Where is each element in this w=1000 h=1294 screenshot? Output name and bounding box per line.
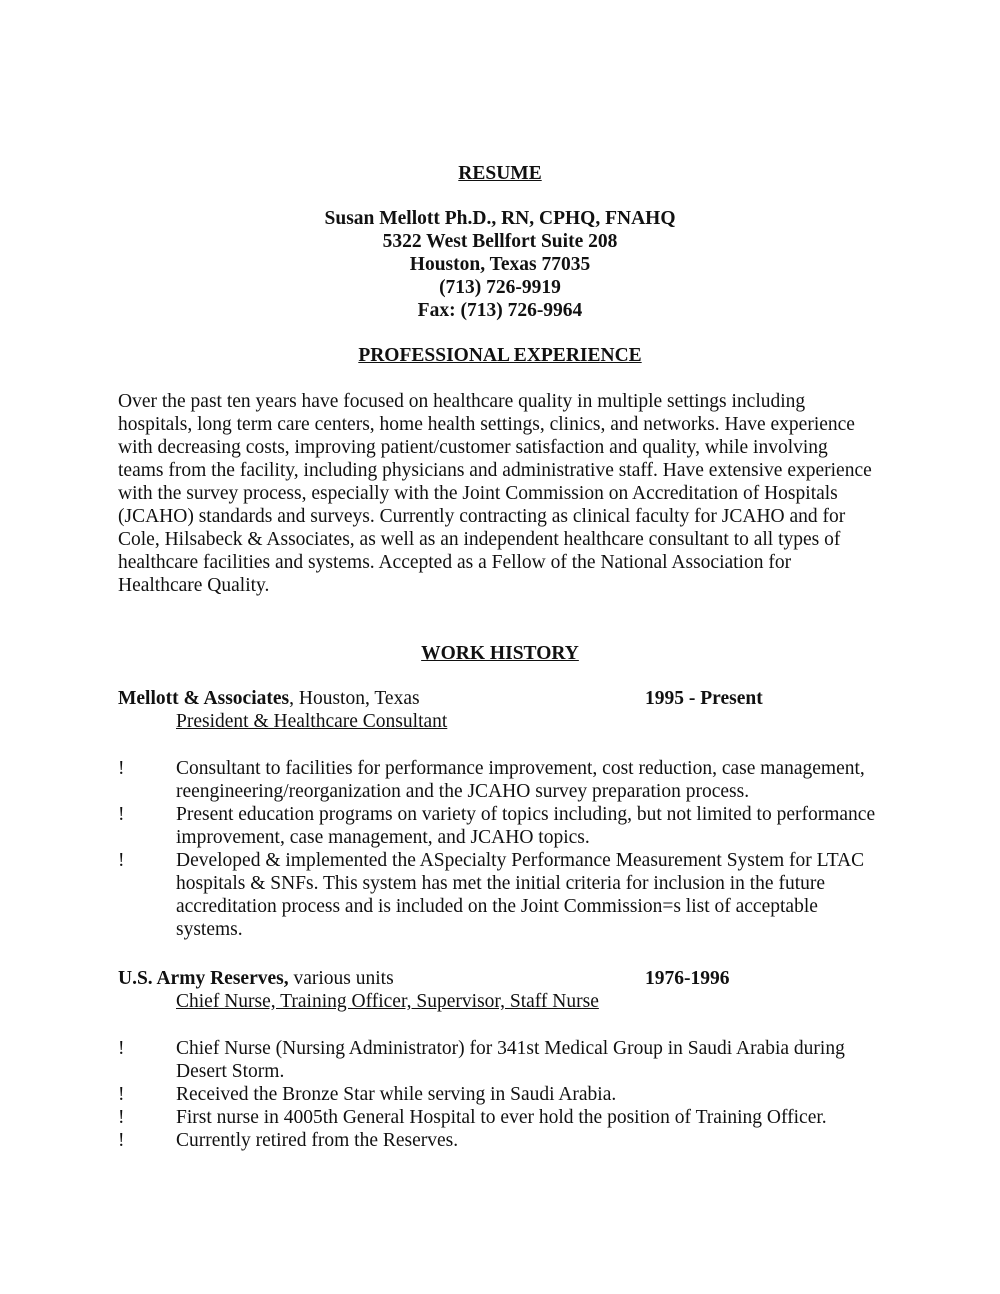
bullet-line: accreditation process and is included on the Joint Commission=s list of acceptable <box>176 896 818 917</box>
job-header <box>118 967 394 990</box>
experience-paragraph <box>118 390 872 597</box>
employer: Mellott & Associates <box>118 688 290 709</box>
bullet-line: reengineering/reorganization and the JCAHO survey preparation process. <box>176 781 750 802</box>
location: , Houston, Texas <box>289 688 420 709</box>
bullet-line: improvement, case management, and JCAHO topics. <box>176 827 590 848</box>
job-header <box>118 687 420 710</box>
bullet-item <box>176 1083 616 1106</box>
bullet-item <box>176 803 875 849</box>
paragraph-line: healthcare facilities and systems. Accepted as a Fellow of the National Association for <box>118 552 792 573</box>
paragraph-line: teams from the facility, including physicians and administrative staff. Have extensive experience <box>118 460 872 481</box>
contact-block <box>0 207 1000 322</box>
job-bullets <box>0 1037 1000 1157</box>
contact-fax: Fax: (713) 726-9964 <box>417 300 583 321</box>
bullet-line: Received the Bronze Star while serving in Saudi Arabia. <box>176 1084 617 1105</box>
job-position: Chief Nurse, Training Officer, Supervisor, Staff Nurse <box>176 991 599 1012</box>
bullet-item <box>176 757 865 803</box>
job-position: President & Healthcare Consultant <box>176 711 448 732</box>
bullet-icon: ! <box>118 1038 125 1059</box>
bullet-line: Desert Storm. <box>176 1061 285 1082</box>
bullet-item <box>176 1037 845 1083</box>
bullet-line: Consultant to facilities for performance improvement, cost reduction, case management, <box>176 758 865 779</box>
contact-address: 5322 West Bellfort Suite 208 <box>382 231 618 252</box>
employer: U.S. Army Reserves, <box>118 968 289 989</box>
bullet-item <box>176 1129 458 1152</box>
resume-title: RESUME <box>458 163 542 184</box>
bullet-icon: ! <box>118 1130 125 1151</box>
paragraph-line: Over the past ten years have focused on healthcare quality in multiple settings including <box>118 391 806 412</box>
bullet-item <box>176 849 864 941</box>
job-dates: 1995 - Present <box>645 688 763 709</box>
paragraph-line: Healthcare Quality. <box>118 575 270 596</box>
bullet-icon: ! <box>118 758 125 779</box>
paragraph-line: with decreasing costs, improving patient/customer satisfaction and quality, while involving <box>118 437 828 458</box>
bullet-icon: ! <box>118 1084 125 1105</box>
bullet-line: Present education programs on variety of topics including, but not limited to performance <box>176 804 876 825</box>
paragraph-line: hospitals, long term care centers, home health settings, clinics, and networks. Have experience <box>118 414 855 435</box>
bullet-line: Developed & implemented the ASpecialty Performance Measurement System for LTAC <box>176 850 865 871</box>
paragraph-line: (JCAHO) standards and surveys. Currently contracting as clinical faculty for JCAHO and for <box>118 506 846 527</box>
job-dates: 1976-1996 <box>645 968 730 989</box>
work-history-heading: WORK HISTORY <box>421 643 579 664</box>
bullet-icon: ! <box>118 850 125 871</box>
bullet-item <box>176 1106 827 1129</box>
bullet-line: systems. <box>176 919 243 940</box>
bullet-line: Currently retired from the Reserves. <box>176 1130 459 1151</box>
bullet-line: First nurse in 4005th General Hospital to ever hold the position of Training Officer. <box>176 1107 827 1128</box>
bullet-line: hospitals & SNFs. This system has met the initial criteria for inclusion in the future <box>176 873 826 894</box>
job-bullets <box>0 757 1000 941</box>
contact-city: Houston, Texas 77035 <box>409 254 591 275</box>
bullet-line: Chief Nurse (Nursing Administrator) for 341st Medical Group in Saudi Arabia during <box>176 1038 845 1059</box>
experience-heading: PROFESSIONAL EXPERIENCE <box>358 345 642 366</box>
bullet-icon: ! <box>118 804 125 825</box>
bullet-icon: ! <box>118 1107 125 1128</box>
contact-phone: (713) 726-9919 <box>439 277 561 298</box>
paragraph-line: Cole, Hilsabeck & Associates, as well as an independent healthcare consultant to all types of <box>118 529 841 550</box>
location: various units <box>288 968 394 989</box>
contact-name: Susan Mellott Ph.D., RN, CPHQ, FNAHQ <box>324 208 676 229</box>
paragraph-line: with the survey process, especially with the Joint Commission on Accreditation of Hospitals <box>118 483 838 504</box>
